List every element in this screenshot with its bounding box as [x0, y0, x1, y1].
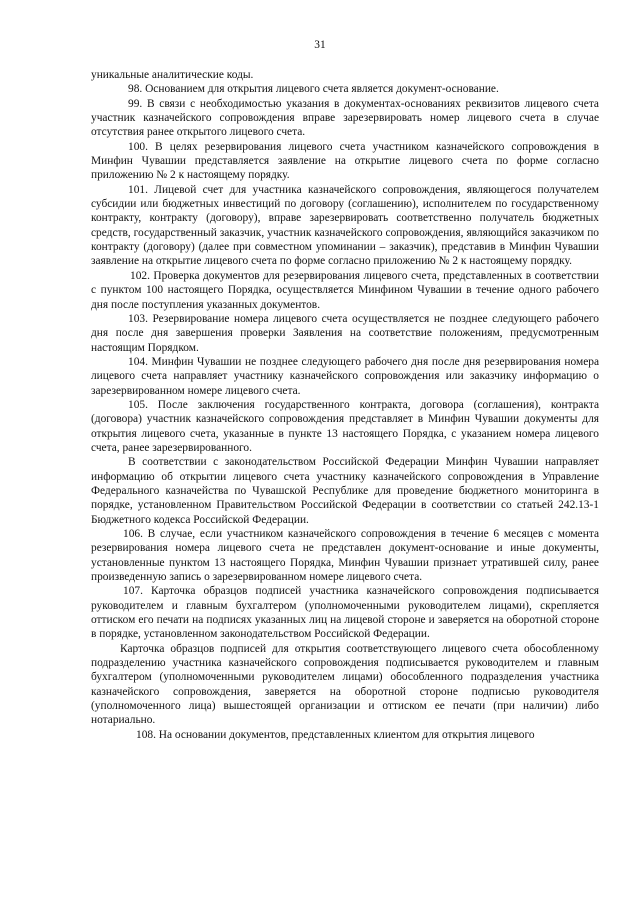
paragraph-104: 104. Минфин Чувашии не позднее следующего рабочего дня после дня резервирования номера лицевого счета направляет участнику казначейского сопровождения или заказчику информацию о зарезервированном номере лицевого счета.: [91, 355, 599, 397]
paragraph-108: 108. На основании документов, представленных клиентом для открытия лицевого: [136, 728, 535, 741]
paragraph-105: 105. После заключения государственного контракта, договора (соглашения), контракта (договора) участник казначейского сопровождения представляет в Минфин Чувашии документы для открытия лицевого счета, указанные в пункте 13 настоящего Порядка, с указанием номера лицевого счета, ранее зарезервированного.: [91, 398, 599, 454]
paragraph-107: 107. Карточка образцов подписей участника казначейского сопровождения подписывается руководителем и главным бухгалтером (уполномоченными руководителем лицами), скрепляется оттиском его печати на подписях указанных лиц на лицевой стороне и заверяется на оборотной стороне в порядке, установленном законодательством Российской Федерации.: [91, 585, 599, 641]
paragraph-107-continued: Карточка образцов подписей для открытия соответствующего лицевого счета обособленному подразделению участника казначейского сопровождения подписывается руководителем и главным бухгалтером (уполномоченными руководителем лицами) обособленного подразделения участника казначейского сопровождения, заверяется на оборотной стороне подписью руководителя (уполномоченного лица) вышестоящей организации и оттиском ее печати (при наличии) либо нотариально.: [91, 642, 599, 727]
paragraph-103: 103. Резервирование номера лицевого счета осуществляется не позднее следующего рабочего дня после дня завершения проверки Заявления на соответствие положениям, предусмотренным настоящим Порядком.: [91, 312, 599, 354]
paragraph-continuation: уникальные аналитические коды.: [91, 69, 254, 81]
document-body: [91, 68, 599, 742]
paragraph-105-continued: В соответствии с законодательством Российской Федерации Минфин Чувашии направляет информацию об открытии лицевого счета участнику казначейского сопровождения в Управление Федерального казначейства по Чувашской Республике для проведение бюджетного мониторинга в порядке, установленном Правительством Российской Федерации в соответствии со статьей 242.13-1 Бюджетного кодекса Российской Федерации.: [91, 456, 599, 526]
paragraph-106: 106. В случае, если участником казначейского сопровождения в течение 6 месяцев с момента резервирования номера лицевого счета не представлен документ-основание и иные документы, установленные пунктом 13 настоящего Порядка, Минфин Чувашии признает утратившей силу, ранее произведенную запись о зарезервированном номере лицевого счета.: [91, 528, 599, 584]
paragraph-101: 101. Лицевой счет для участника казначейского сопровождения, являющегося получателем субсидии или бюджетных инвестиций по договору (соглашению), исполнителем по государственному контракту, контракту (договору), вправе зарезервировать соответственно получатель бюджетных средств, государственный заказчик, участник казначейского сопровождения, являющийся заказчиком по контракту (договору) (далее при совместном упоминании – заказчик), представив в Минфин Чувашии заявление на открытие лицевого счета по форме согласно приложению № 2 к настоящему порядку.: [91, 183, 599, 268]
page-number: 31: [314, 39, 326, 51]
paragraph-102: 102. Проверка документов для резервирования лицевого счета, представленных в соответствии с пунктом 100 настоящего Порядка, осуществляется Минфином Чувашии в течение одного рабочего дня после поступления указанных документов.: [91, 269, 599, 311]
paragraph-98: 98. Основанием для открытия лицевого счета является документ-основание.: [128, 83, 499, 96]
paragraph-100: 100. В целях резервирования лицевого счета участником казначейского сопровождения в Минфин Чувашии представляется заявление на открытие лицевого счета по форме согласно приложению № 2 к настоящему порядку.: [91, 140, 599, 182]
paragraph-99: 99. В связи с необходимостью указания в документах-основаниях реквизитов лицевого счета участник казначейского сопровождения вправе зарезервировать номер лицевого счета в случае отсутствия ранее открытого лицевого счета.: [91, 97, 599, 139]
